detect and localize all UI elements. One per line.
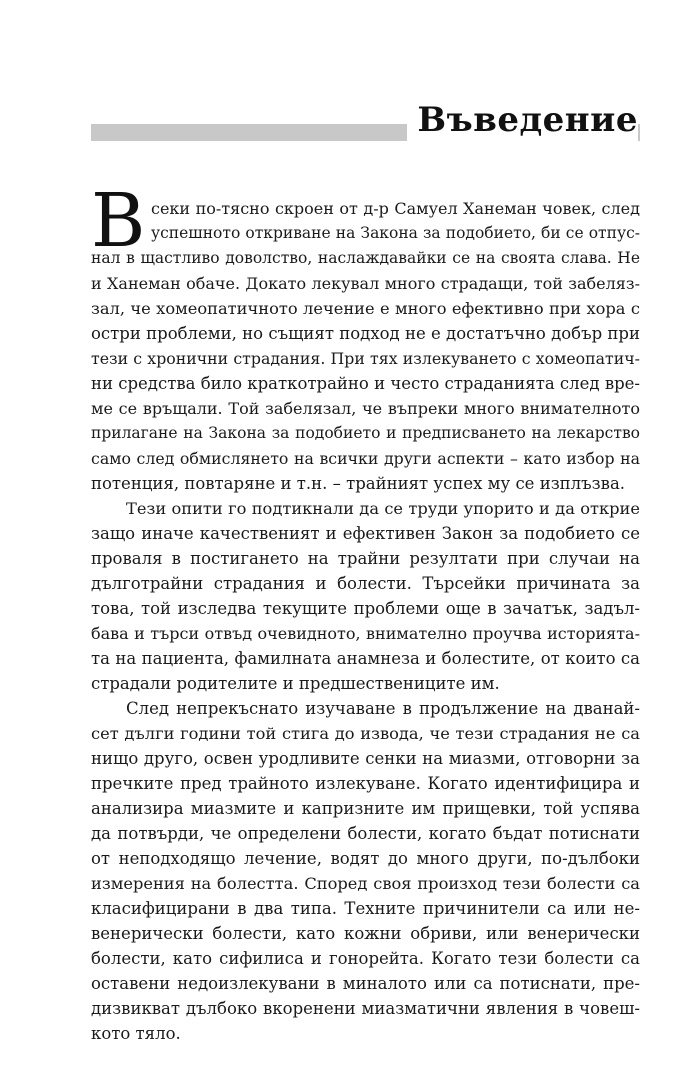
text-line: кото тяло. [91,1024,181,1043]
text-line: защо иначе качественият и ефективен Закон за подобието се [91,524,640,543]
body-text [91,196,640,1046]
text-line: и Ханеман обаче. Докато лекувал много страдащи, той забеляз- [91,274,640,293]
text-line: класифицирани в два типа. Техните причинители са или не- [91,899,640,918]
text-line: та на пациента, фамилната анамнеза и болестите, от които са [91,649,640,668]
text-line: потенция, повтаряне и т.н. – трайният успех му се изплъзва. [91,474,626,493]
drop-cap: В [91,178,146,264]
text-line: След непрекъснато изучаване в продължение на дванай- [126,699,640,718]
text-line: дълготрайни страдания и болести. Търсейки причината за [91,574,640,593]
text-line: сет дълги години той стига до извода, че тези страдания не са [91,724,640,743]
text-line: секи по-тясно скроен от д-р Самуел Ханеман човек, след [151,199,640,218]
chapter-heading: Въведение [407,96,638,144]
text-line: от неподходящо лечение, водят до много други, по-дълбоки [91,849,640,868]
text-line: страдали родителите и предшествениците им. [91,674,500,693]
text-line: проваля в постигането на трайни резултати при случаи на [91,549,640,568]
text-line: измерения на болестта. Според своя произход тези болести са [91,874,640,893]
text-line: венерически болести, като кожни обриви, или венерически [91,924,640,943]
text-line: да потвърди, че определени болести, когато бъдат потиснати [91,824,640,843]
text-line: ни средства било краткотрайно и често страданията след вре- [91,374,640,393]
text-line: анализира миазмите и капризните им прищевки, той успява [91,799,640,818]
text-line: ме се връщали. Той забелязал, че въпреки много внимателното [91,399,640,418]
text-line: бава и търси отвъд очевидното, внимателно проучва историята- [91,624,640,643]
text-line: само след обмислянето на всички други аспекти – като избор на [91,449,640,468]
text-line: Тези опити го подтикнали да се труди упорито и да открие [126,499,640,518]
text-line: успешното откриване на Закона за подобието, би се отпус- [151,224,640,242]
text-line: прилагане на Закона за подобието и предписването на лекарство [91,424,640,442]
text-line: болести, като сифилиса и гонорейта. Когато тези болести са [91,949,640,968]
text-line: тези с хронични страдания. При тях излекуването с хомеопатич- [91,349,640,368]
text-line: оставени недоизлекувани в миналото или са потиснати, пре- [91,974,640,993]
text-line: зал, че хомеопатичното лечение е много ефективно при хора с [91,299,640,318]
text-line: пречките пред трайното излекуване. Когато идентифицира и [91,774,640,793]
text-line: нищо друго, освен уродливите сенки на миазми, отговорни за [91,749,640,768]
text-line: остри проблеми, но същият подход не е достатъчно добър при [91,324,640,343]
text-line: дизвикват дълбоко вкоренени миазматични явления в човеш- [91,999,640,1018]
text-line: това, той изследва текущите проблеми още в зачатък, задъл- [91,599,640,618]
text-line: нал в щастливо доволство, наслаждавайки се на своята слава. Не [91,249,640,267]
